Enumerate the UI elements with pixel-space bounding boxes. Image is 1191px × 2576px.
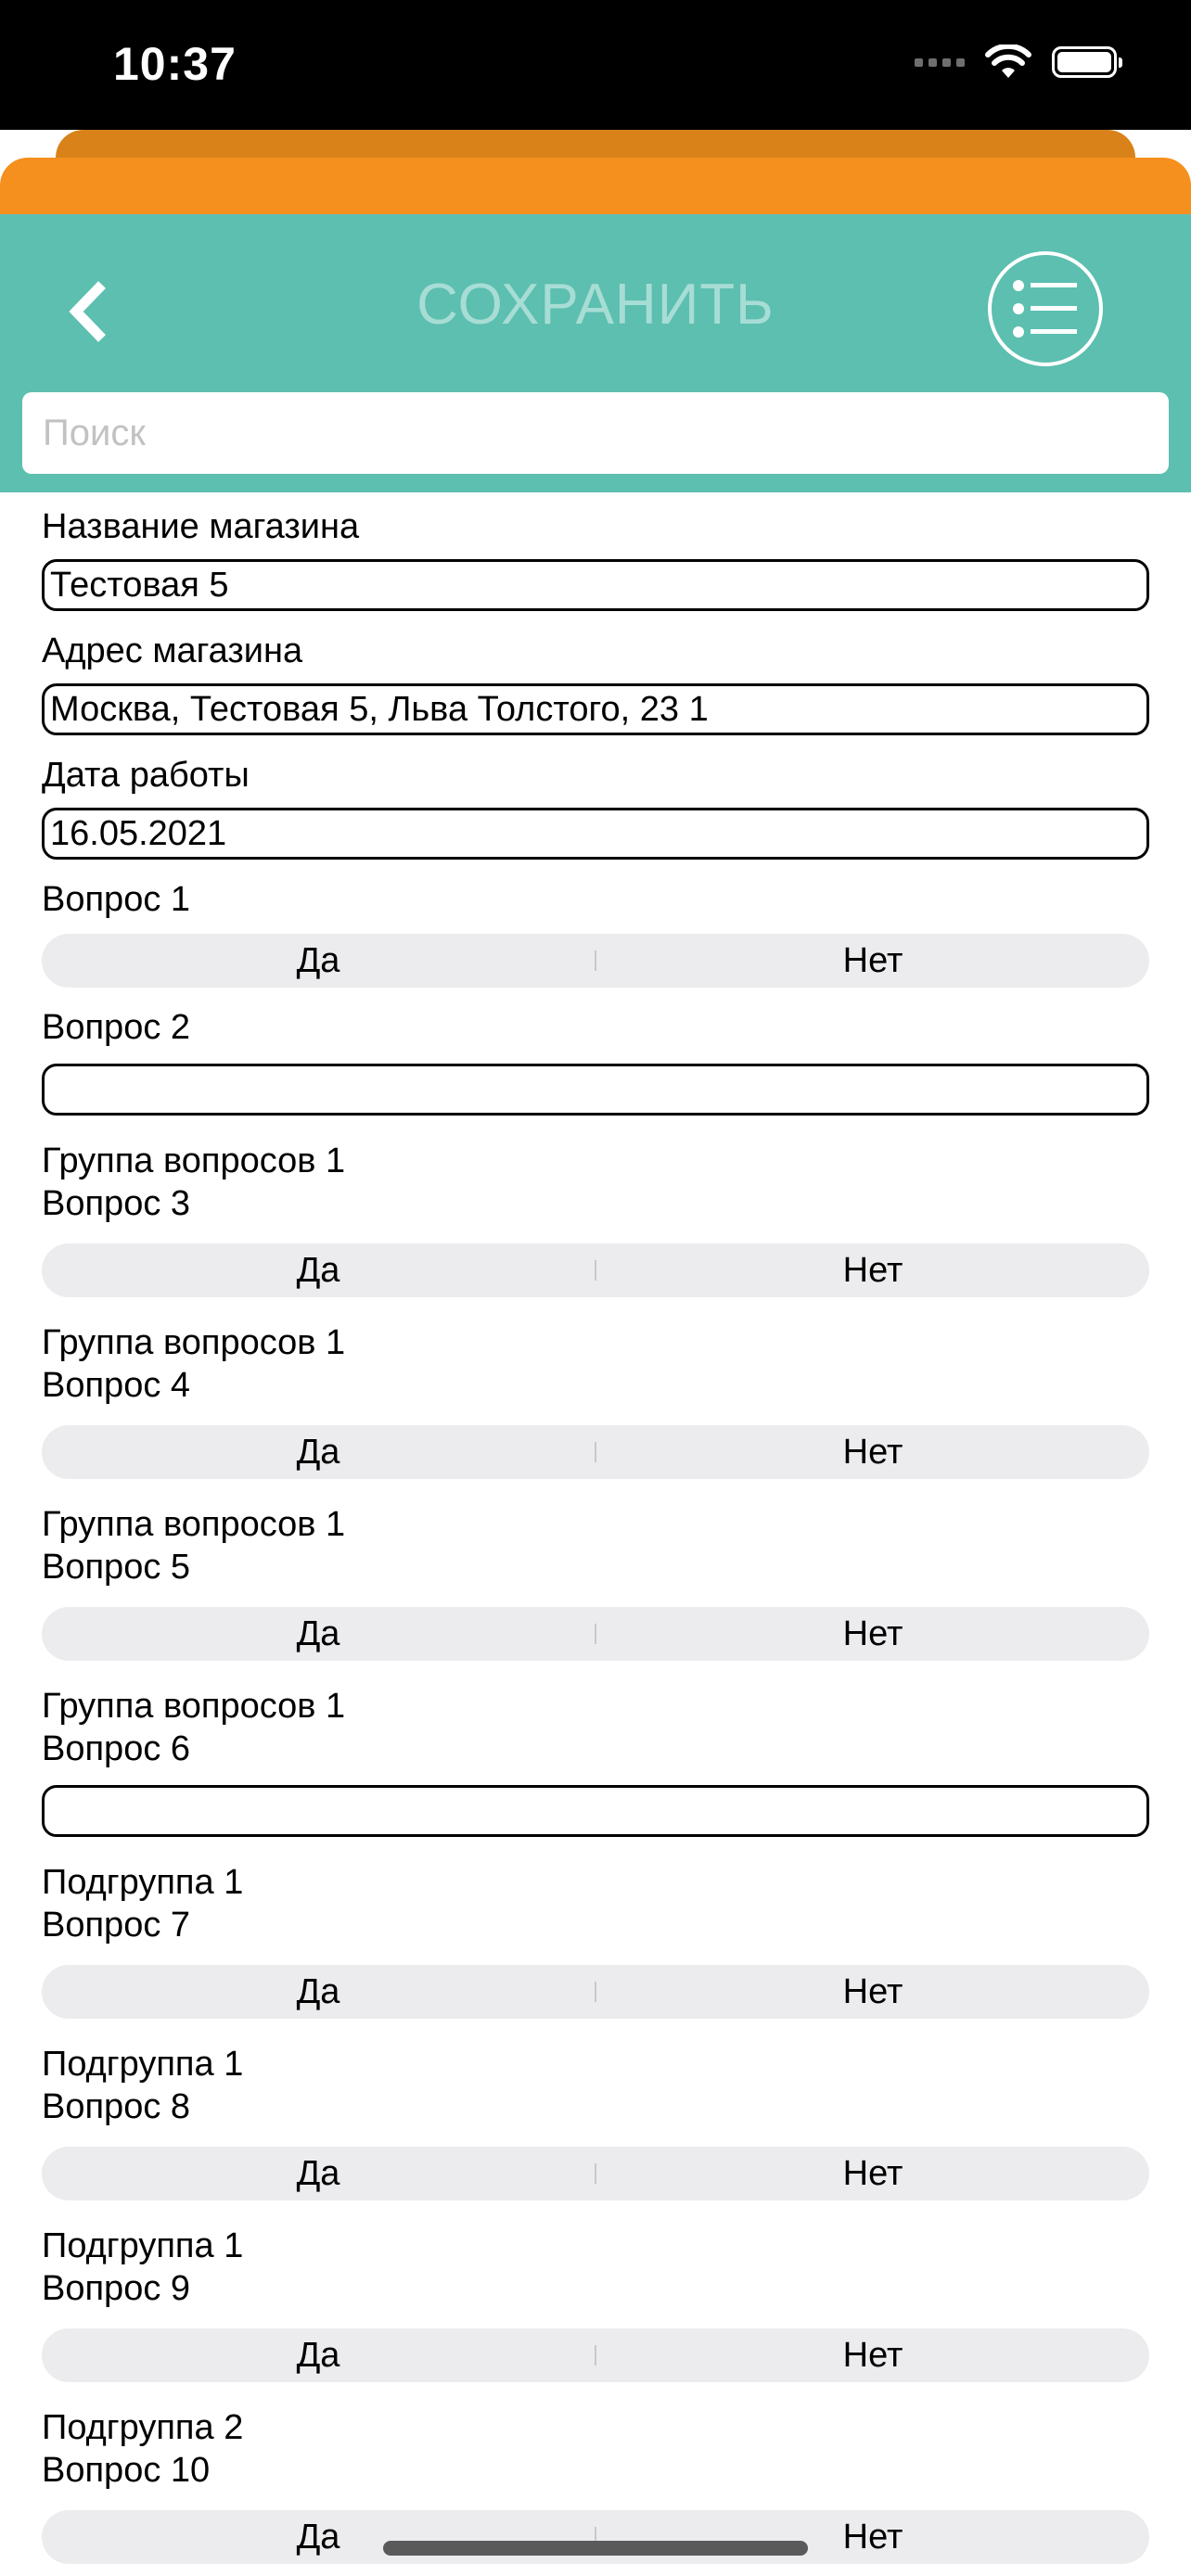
question-9 <box>42 2225 1149 2382</box>
question-label: Вопрос 6 <box>42 1729 191 1768</box>
question-3 <box>42 1140 1149 1297</box>
question-label: Вопрос 3 <box>42 1184 191 1223</box>
list-icon <box>1012 278 1079 339</box>
field-label: Дата работы <box>42 756 250 795</box>
no-option[interactable]: Нет <box>842 2335 903 2375</box>
yes-no-control <box>42 1607 1149 1661</box>
yes-no-control <box>42 1243 1149 1297</box>
yes-no-control <box>42 934 1149 988</box>
yes-option[interactable]: Да <box>296 1250 340 1290</box>
question-label: Вопрос 10 <box>42 2451 211 2490</box>
question-group-label: Подгруппа 1 <box>42 2226 244 2265</box>
question-group-label: Подгруппа 1 <box>42 1863 244 1902</box>
battery-icon <box>1052 46 1117 78</box>
yes-option[interactable]: Да <box>296 1971 340 2011</box>
no-option[interactable]: Нет <box>842 2153 903 2193</box>
question-4 <box>42 1321 1149 1479</box>
question-label: Вопрос 1 <box>42 880 191 919</box>
question-8 <box>42 2043 1149 2200</box>
nav-header <box>0 214 1191 492</box>
question-group-label: Подгруппа 2 <box>42 2408 244 2447</box>
question-label: Вопрос 4 <box>42 1366 191 1405</box>
form-item-store-name <box>42 505 1149 611</box>
question-label: Вопрос 5 <box>42 1548 191 1587</box>
form-item-work-date <box>42 754 1149 860</box>
no-option[interactable]: Нет <box>842 940 903 980</box>
cellular-signal-icon <box>915 58 965 67</box>
menu-button[interactable] <box>988 251 1103 366</box>
question-label: Вопрос 7 <box>42 1906 191 1945</box>
form-item-store-address <box>42 630 1149 735</box>
wifi-icon <box>985 45 1031 80</box>
question-1 <box>42 878 1149 988</box>
no-option[interactable]: Нет <box>842 1613 903 1653</box>
store-address-field[interactable]: Москва, Тестовая 5, Льва Толстого, 23 1 <box>42 683 1149 735</box>
yes-option[interactable]: Да <box>296 2335 340 2375</box>
search-input[interactable] <box>22 392 1169 474</box>
yes-option[interactable]: Да <box>296 2517 340 2557</box>
home-indicator[interactable] <box>383 2541 808 2556</box>
answer-field[interactable] <box>42 1785 1149 1837</box>
question-group-label: Группа вопросов 1 <box>42 1687 346 1726</box>
status-time: 10:37 <box>113 38 237 90</box>
form-list <box>42 492 1149 2564</box>
store-name-field[interactable]: Тестовая 5 <box>42 559 1149 611</box>
question-group-label: Группа вопросов 1 <box>42 1505 346 1544</box>
yes-no-control <box>42 1425 1149 1479</box>
yes-option[interactable]: Да <box>296 1613 340 1653</box>
status-icons <box>915 45 1117 80</box>
question-label: Вопрос 8 <box>42 2087 191 2126</box>
yes-no-control <box>42 2328 1149 2382</box>
yes-option[interactable]: Да <box>296 1432 340 1472</box>
work-date-field[interactable]: 16.05.2021 <box>42 808 1149 860</box>
question-group-label: Группа вопросов 1 <box>42 1141 346 1180</box>
yes-option[interactable]: Да <box>296 940 340 980</box>
question-group-label: Подгруппа 1 <box>42 2045 244 2084</box>
question-5 <box>42 1503 1149 1661</box>
no-option[interactable]: Нет <box>842 2517 903 2557</box>
no-option[interactable]: Нет <box>842 1971 903 2011</box>
question-group-label: Группа вопросов 1 <box>42 1323 346 1362</box>
yes-no-control <box>42 2147 1149 2200</box>
save-button[interactable]: СОХРАНИТЬ <box>416 273 775 337</box>
no-option[interactable]: Нет <box>842 1432 903 1472</box>
field-label: Адрес магазина <box>42 631 303 670</box>
yes-option[interactable]: Да <box>296 2153 340 2193</box>
question-2 <box>42 1006 1149 1116</box>
question-7 <box>42 1861 1149 2019</box>
question-6 <box>42 1685 1149 1837</box>
yes-no-control <box>42 1965 1149 2019</box>
yes-no-control <box>42 2510 1149 2564</box>
question-label: Вопрос 2 <box>42 1008 191 1047</box>
no-option[interactable]: Нет <box>842 1250 903 1290</box>
question-label: Вопрос 9 <box>42 2269 191 2308</box>
status-bar <box>0 0 1191 130</box>
answer-field[interactable] <box>42 1064 1149 1116</box>
field-label: Название магазина <box>42 507 360 546</box>
